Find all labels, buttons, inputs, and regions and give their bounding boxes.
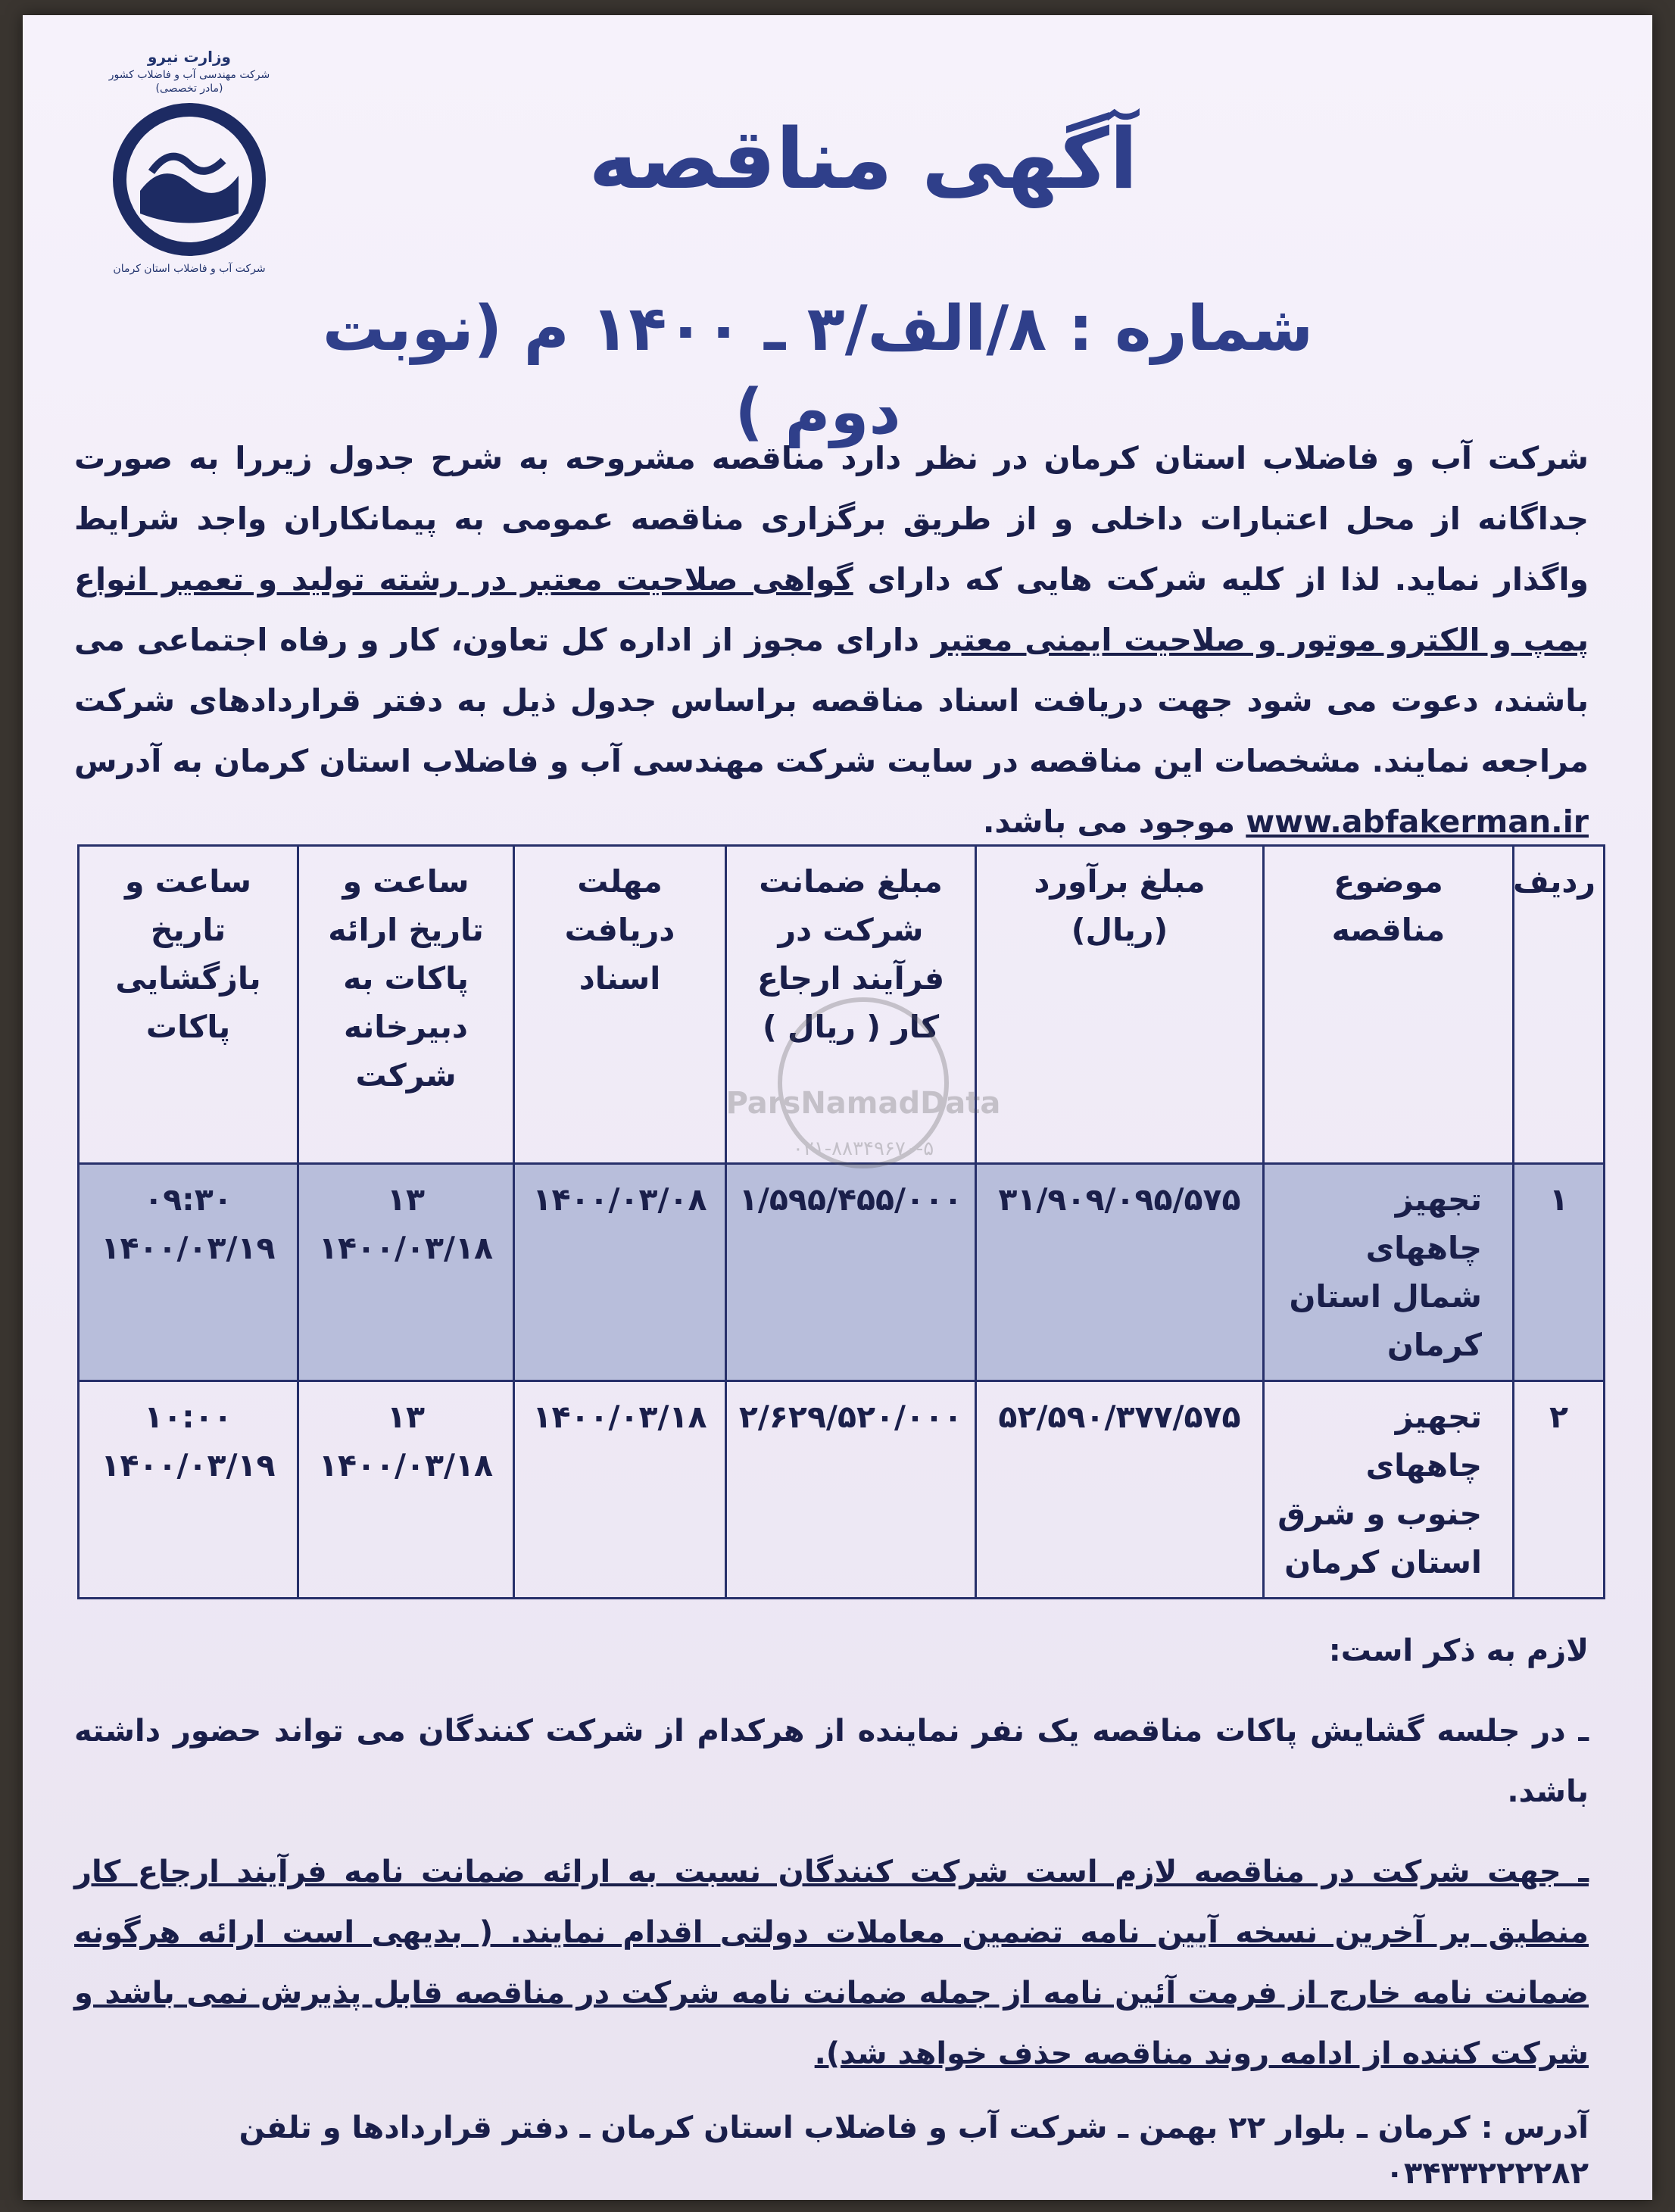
- notes-heading: لازم به ذکر است:: [1328, 1633, 1589, 1668]
- note-2: ـ جهت شرکت در مناقصه لازم است شرکت کنندگان نسبت به ارائه ضمانت نامه فرآیند ارجاع کار منطبق بر آخرین نسخه آیین نامه تضمین معاملات دولتی اقدام نمایند. ( بدیهی است ارائه هرگونه ضمانت نامه خارج از فرمت آئین نامه از جمله ضمانت نامه شرکت در مناقصه قابل پذیرش نمی باشد و شرکت کننده از ادامه روند مناقصه حذف خواهد شد).: [74, 1855, 1589, 2071]
- header-submit: ساعت و تاریخ ارائه پاکات به دبیرخانه شرکت: [298, 846, 514, 1164]
- ministry-name: وزارت نیرو: [148, 48, 231, 66]
- intro-qualification-underlined: گواهی صلاحیت معتبر در رشته تولید و تعمیر انواع پمپ و الکترو موتور و صلاحیت ایمنی معتبر: [74, 561, 1589, 658]
- parent-company-name: شرکت مهندسی آب و فاضلاب کشور: [108, 69, 270, 81]
- row-estimate: ۵۲/۵۹۰/۳۷۷/۵۷۵: [976, 1381, 1264, 1599]
- row-submit: [298, 1381, 514, 1599]
- row-submit: [298, 1164, 514, 1381]
- parent-company-note: (مادر تخصصی): [155, 83, 223, 95]
- note-1: ـ در جلسه گشایش پاکات مناقصه یک نفر نماینده از هرکدام از شرکت کنندگان می تواند حضور داشته باشد.: [74, 1714, 1589, 1809]
- header-opening: ساعت و تاریخ بازگشایی پاکات: [79, 846, 298, 1164]
- row-submit-time: ۱۳: [386, 1399, 426, 1435]
- row-opening-date: ۱۴۰۰/۰۳/۱۹: [101, 1447, 276, 1484]
- tender-number: شماره : ۸/الف/۳ ـ ۱۴۰۰ م (نوبت دوم ): [322, 293, 1314, 448]
- row-guarantee: ۲/۶۲۹/۵۲۰/۰۰۰: [726, 1381, 976, 1599]
- row-deadline: ۱۴۰۰/۰۳/۱۸: [514, 1381, 726, 1599]
- row-submit-date: ۱۴۰۰/۰۳/۱۸: [318, 1447, 494, 1484]
- intro-paragraph: [74, 428, 1589, 852]
- header-deadline: مهلت دریافت اسناد: [514, 846, 726, 1164]
- intro-text-3: موجود می باشد.: [982, 803, 1235, 840]
- row-opening-time: ۰۹:۳۰: [144, 1181, 232, 1218]
- row-deadline: ۱۴۰۰/۰۳/۰۸: [514, 1164, 726, 1381]
- header-guarantee: مبلغ ضمانت شرکت در فرآیند ارجاع کار ( ریال ): [726, 846, 976, 1164]
- row-opening-date: ۱۴۰۰/۰۳/۱۹: [101, 1230, 276, 1266]
- watermark-brand: ParsNamadData: [725, 1086, 1001, 1121]
- notice-title: آگهی مناقصه: [588, 111, 1138, 207]
- tender-notice-page: [23, 15, 1652, 2200]
- water-company-logo-icon: [110, 100, 269, 259]
- intro-text-2: دارای مجوز از اداره کل تعاون، کار و رفاه اجتماعی می باشند، دعوت می شود جهت دریافت اسناد مناقصه براساس جدول ذیل به دفتر قراردادهای شرکت مراجعه نمایند. مشخصات این مناقصه در سایت شرکت مهندسی آب و فاضلاب استان کرمان به آدرس: [74, 622, 1589, 779]
- row-subject: تجهیز چاههای جنوب و شرق استان کرمان: [1264, 1381, 1514, 1599]
- notes-section: [74, 1621, 1589, 2104]
- row-opening-time: ۱۰:۰۰: [144, 1399, 232, 1435]
- header-subject: موضوع مناقصه: [1264, 846, 1514, 1164]
- row-number: ۲: [1514, 1381, 1605, 1599]
- row-guarantee: ۱/۵۹۵/۴۵۵/۰۰۰: [726, 1164, 976, 1381]
- intro-text-1: شرکت آب و فاضلاب استان کرمان در نظر دارد مناقصه مشروحه به شرح جدول زیررا به صورت جداگانه از محل اعتبارات داخلی و از طریق برگزاری مناقصه عمومی به پیمانکاران واجد شرایط واگذار نماید. لذا از کلیه شرکت هایی که دارای: [74, 440, 1589, 597]
- header-row-number: ردیف: [1514, 846, 1605, 1164]
- row-subject: تجهیز چاههای شمال استان کرمان: [1264, 1164, 1514, 1381]
- row-number: ۱: [1514, 1164, 1605, 1381]
- table-row: [79, 1381, 1605, 1599]
- website-link[interactable]: www.abfakerman.ir: [1246, 803, 1589, 840]
- company-name-under-logo: شرکت آب و فاضلاب استان کرمان: [113, 263, 266, 275]
- watermark-stamp: [704, 984, 1022, 1212]
- row-estimate: ۳۱/۹۰۹/۰۹۵/۵۷۵: [976, 1164, 1264, 1381]
- header-estimate: مبلغ برآورد (ریال): [976, 846, 1264, 1164]
- row-submit-date: ۱۴۰۰/۰۳/۱۸: [318, 1230, 494, 1266]
- row-opening: [79, 1164, 298, 1381]
- tender-table: [77, 844, 1605, 1599]
- watermark-phone: ۰۲۱-۸۸۳۴۹۶۷۰-۵: [792, 1137, 934, 1160]
- row-opening: [79, 1381, 298, 1599]
- row-submit-time: ۱۳: [386, 1181, 426, 1218]
- address-line: آدرس : کرمان ـ بلوار ۲۲ بهمن ـ شرکت آب و فاضلاب استان کرمان ـ دفتر قراردادها و تلفن ۰۳۴۳۳۲۲۲۲۸۲: [239, 2111, 1589, 2191]
- company-logo-block: [61, 45, 318, 333]
